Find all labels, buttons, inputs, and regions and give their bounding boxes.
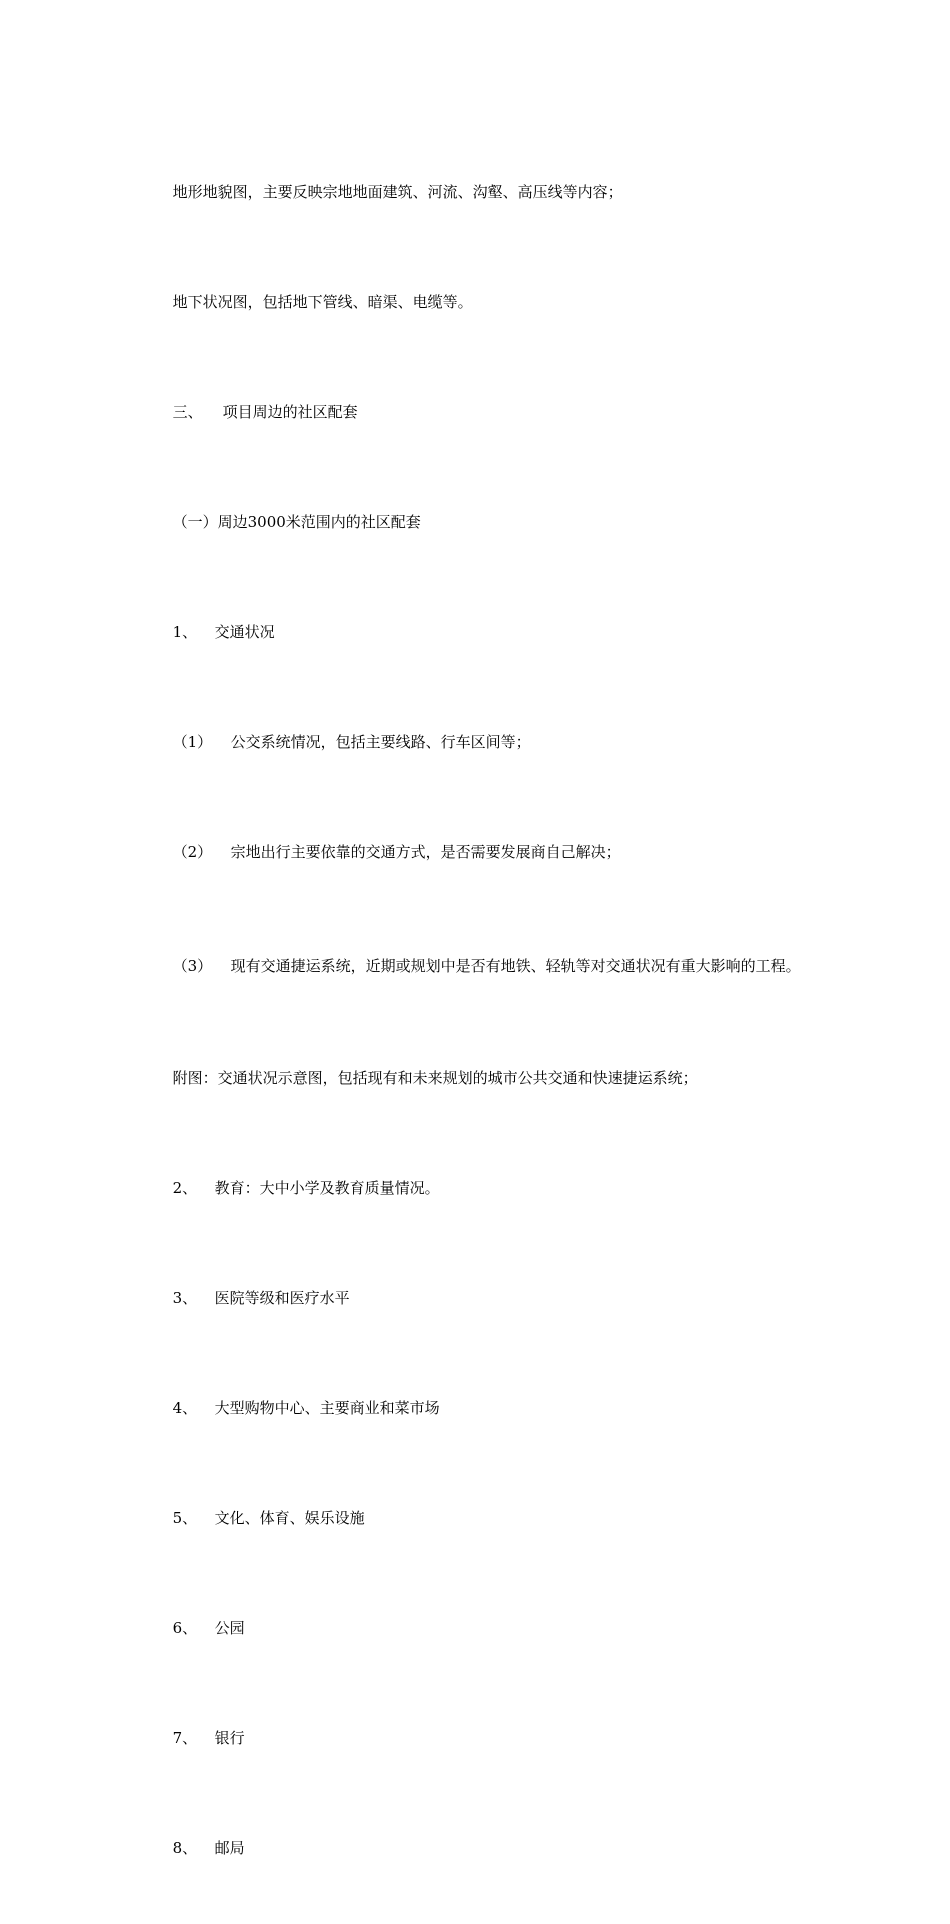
section-heading-community [144,378,814,447]
list-item-culture [144,1484,814,1553]
list-number: 1、 [172,623,198,641]
sublist-item-travel-mode [144,818,814,887]
list-text: 银行 [214,1729,245,1747]
sublist-text: 现有交通捷运系统，近期或规划中是否有地铁、轻轨等对交通状况有重大影响的工程。 [230,957,801,975]
list-number: 8、 [172,1839,198,1857]
paragraph-text: 地下状况图，包括地下管线、暗渠、电缆等。 [172,293,473,311]
paragraph-text: 地形地貌图，主要反映宗地地面建筑、河流、沟壑、高压线等内容； [172,183,623,201]
list-item-park [144,1594,814,1663]
list-item-education [144,1154,814,1223]
list-text: 大型购物中心、主要商业和菜市场 [214,1399,440,1417]
sublist-number: （2） [172,843,213,861]
list-item-post-office [144,1814,814,1883]
sublist-number: （1） [172,733,213,751]
list-number: 6、 [172,1619,198,1637]
list-number: 4、 [172,1399,198,1417]
sublist-item-bus [144,708,814,777]
paragraph-underground-map [144,268,814,337]
list-number: 5、 [172,1509,198,1527]
paragraph-attachment [144,1044,814,1113]
list-item-bank [144,1704,814,1773]
sublist-text: 公交系统情况，包括主要线路、行车区间等； [230,733,531,751]
paragraph-terrain-map [144,158,814,227]
sublist-number: （3） [172,957,213,975]
list-text: 邮局 [214,1839,245,1857]
subsection-heading-3000m [144,488,814,557]
list-text: 文化、体育、娱乐设施 [214,1509,365,1527]
paragraph-text: 附图：交通状况示意图，包括现有和未来规划的城市公共交通和快速捷运系统； [172,1069,698,1087]
list-item-hospital [144,1264,814,1333]
list-text: 教育：大中小学及教育质量情况。 [214,1179,440,1197]
list-item-traffic [144,598,814,667]
list-item-shopping [144,1374,814,1443]
list-text: 医院等级和医疗水平 [214,1289,350,1307]
sublist-text: 宗地出行主要依靠的交通方式，是否需要发展商自己解决； [230,843,621,861]
sublist-item-rapid-transit [144,926,814,1007]
list-number: 7、 [172,1729,198,1747]
list-number: 2、 [172,1179,198,1197]
subsection-title: （一）周边3000米范围内的社区配套 [172,513,421,531]
list-text: 公园 [214,1619,245,1637]
list-text: 交通状况 [214,623,275,641]
section-title: 项目周边的社区配套 [222,403,358,421]
list-number: 3、 [172,1289,198,1307]
document-body [144,158,814,1924]
section-number: 三、 [172,403,203,421]
